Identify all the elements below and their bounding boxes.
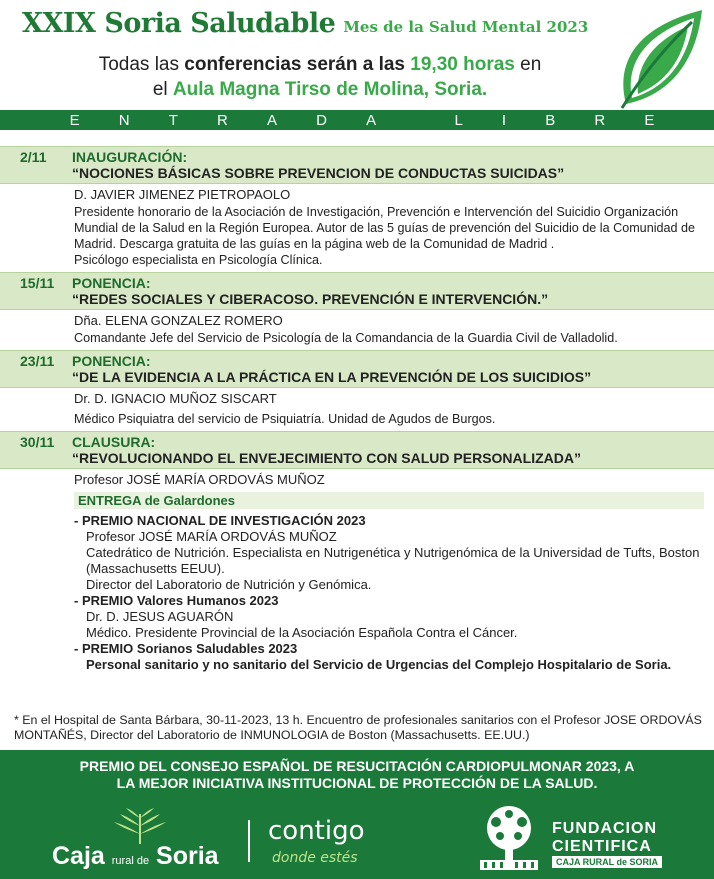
prize-winner: Dr. D. JESUS AGUARÓN	[86, 609, 234, 624]
prize-title: - PREMIO Valores Humanos 2023	[74, 593, 279, 608]
schedule-line	[0, 54, 640, 76]
event-title: “NOCIONES BÁSICAS SOBRE PREVENCION DE CONDUCTAS SUICIDAS”	[72, 165, 565, 181]
banner-letter: R	[594, 111, 606, 129]
banner-letter: E	[69, 111, 80, 129]
prize-winner: Personal sanitario y no sanitario del Servicio de Urgencias del Complejo Hospitalario de Soria.	[86, 657, 672, 672]
event-date: 23/11	[20, 353, 55, 369]
prize-body	[74, 529, 714, 593]
speaker-name: Profesor JOSÉ MARÍA ORDOVÁS MUÑOZ	[74, 472, 325, 487]
wheat-icon	[110, 808, 170, 844]
event-type: PONENCIA:	[72, 275, 151, 291]
event-type: PONENCIA:	[72, 353, 151, 369]
speaker-desc: Comandante Jefe del Servicio de Psicología de la Comandancia de la Guardia Civil de Valladolid.	[74, 331, 618, 345]
event-title: “REDES SOCIALES Y CIBERACOSO. PREVENCIÓN E INTERVENCIÓN.”	[72, 291, 549, 307]
banner-letter: B	[545, 111, 556, 129]
donde-estes-text: donde estés	[272, 850, 358, 866]
prize-item	[74, 641, 714, 673]
prize-desc: Catedrático de Nutrición. Especialista en Nutrigenética y Nutrigenómica de la Universidad de Tufts, Boston (Massachusetts EEUU).	[86, 545, 700, 576]
prize-title: - PREMIO NACIONAL DE INVESTIGACIÓN 2023	[74, 513, 366, 528]
cientifica-text: CIENTIFICA	[552, 838, 652, 855]
prize-body	[74, 657, 714, 673]
line2-post: en	[514, 54, 542, 75]
prize-body	[74, 609, 714, 641]
events-list	[0, 146, 714, 673]
time-highlight: 19,30 horas	[410, 54, 515, 75]
event-date: 30/11	[20, 434, 55, 450]
event-header	[0, 431, 714, 469]
banner-letter: L	[454, 111, 463, 129]
speaker-desc: Médico Psiquiatra del servicio de Psiquiatría. Unidad de Agudos de Burgos.	[74, 412, 496, 426]
venue-highlight: Aula Magna Tirso de Molina, Soria.	[172, 79, 488, 100]
banner-letter: N	[118, 111, 130, 129]
event-header	[0, 272, 714, 310]
speaker-name: Dr. D. IGNACIO MUÑOZ SISCART	[74, 391, 277, 406]
banner-letter: E	[644, 111, 655, 129]
banner-letter: A	[366, 111, 377, 129]
event-title: “DE LA EVIDENCIA A LA PRÁCTICA EN LA PREVENCIÓN DE LOS SUICIDIOS”	[72, 369, 592, 385]
event-header	[0, 146, 714, 184]
title-row	[22, 8, 588, 39]
footer	[0, 750, 714, 879]
event-type: INAUGURACIÓN:	[72, 149, 188, 165]
subtitle: Mes de la Salud Mental 2023	[343, 18, 589, 36]
tree-icon	[478, 804, 540, 872]
speaker-desc: Presidente honorario de la Asociación de Investigación, Prevención e Intervención del Suicidio Organización Mundial de la Salud en la Región Europea. Autor de las 5 guías de prevención del Suicidio de la Comunidad de Madrid. Descarga gratuita de las guías en la página web de la Comunidad de Madrid .	[74, 205, 696, 251]
speaker-desc-2: Psicólogo especialista en Psicología Clínica.	[74, 253, 323, 267]
caja-rural-logo	[52, 808, 232, 872]
caja-rural-soria-label: CAJA RURAL de SORIA	[552, 856, 662, 868]
venue-line	[0, 79, 640, 101]
banner-letter: R	[217, 111, 228, 129]
banner-letter: A	[267, 111, 278, 129]
event-body	[0, 388, 714, 431]
leaf-icon	[612, 6, 708, 110]
event-header	[0, 350, 714, 388]
caja-rural-text	[52, 842, 219, 871]
entrega-label: ENTREGA de Galardones	[74, 492, 704, 509]
fundacion-text: FUNDACION	[552, 820, 657, 837]
banner-letter: T	[168, 111, 178, 129]
award-line-1: PREMIO DEL CONSEJO ESPAÑOL DE RESUCITACIÓN CARDIOPULMONAR 2023, A	[79, 758, 635, 774]
header	[0, 0, 714, 110]
contigo-text: contigo	[268, 816, 365, 846]
award-text	[0, 758, 714, 792]
prize-desc: Médico. Presidente Provincial de la Asociación Española Contra el Cáncer.	[86, 625, 518, 640]
line2-pre: Todas las	[98, 54, 185, 75]
line2-bold: conferencias serán a las	[184, 54, 411, 75]
event-body	[0, 310, 714, 350]
caja-word: Caja	[52, 842, 105, 870]
speaker-name: Dña. ELENA GONZALEZ ROMERO	[74, 313, 283, 328]
rural-de-word: rural de	[111, 855, 150, 867]
soria-word: Soria	[156, 842, 219, 870]
prize-winner: Profesor JOSÉ MARÍA ORDOVÁS MUÑOZ	[86, 529, 337, 544]
prize-item	[74, 513, 714, 593]
prize-title: - PREMIO Sorianos Saludables 2023	[74, 641, 298, 656]
speaker-name: D. JAVIER JIMENEZ PIETROPAOLO	[74, 187, 291, 202]
line3-pre: el	[152, 79, 173, 100]
award-line-2: LA MEJOR INICIATIVA INSTITUCIONAL DE PROTECCIÓN DE LA SALUD.	[116, 775, 598, 791]
event-type: CLAUSURA:	[72, 434, 156, 450]
event-title: “REVOLUCIONANDO EL ENVEJECIMIENTO CON SALUD PERSONALIZADA”	[72, 450, 581, 466]
logo-divider	[248, 820, 250, 862]
entrada-libre-banner	[0, 110, 714, 130]
event-date: 15/11	[20, 275, 55, 291]
event-body	[0, 184, 714, 272]
main-title: XXIX Soria Saludable	[22, 8, 336, 39]
footnote: * En el Hospital de Santa Bárbara, 30-11-2023, 13 h. Encuentro de profesionales sanitarios con el Profesor JOSE ORDOVÁS MONTAÑÉS, Director del Laboratorio de INMUNOLOGIA de Boston (Massachusetts. EE.UU.)	[14, 713, 702, 742]
event-body	[0, 469, 714, 490]
event-date: 2/11	[20, 149, 47, 165]
banner-letter: D	[316, 111, 327, 129]
prize-desc-2: Director del Laboratorio de Nutrición y Genómica.	[86, 577, 372, 592]
banner-letter: I	[501, 111, 507, 129]
prize-item	[74, 593, 714, 641]
